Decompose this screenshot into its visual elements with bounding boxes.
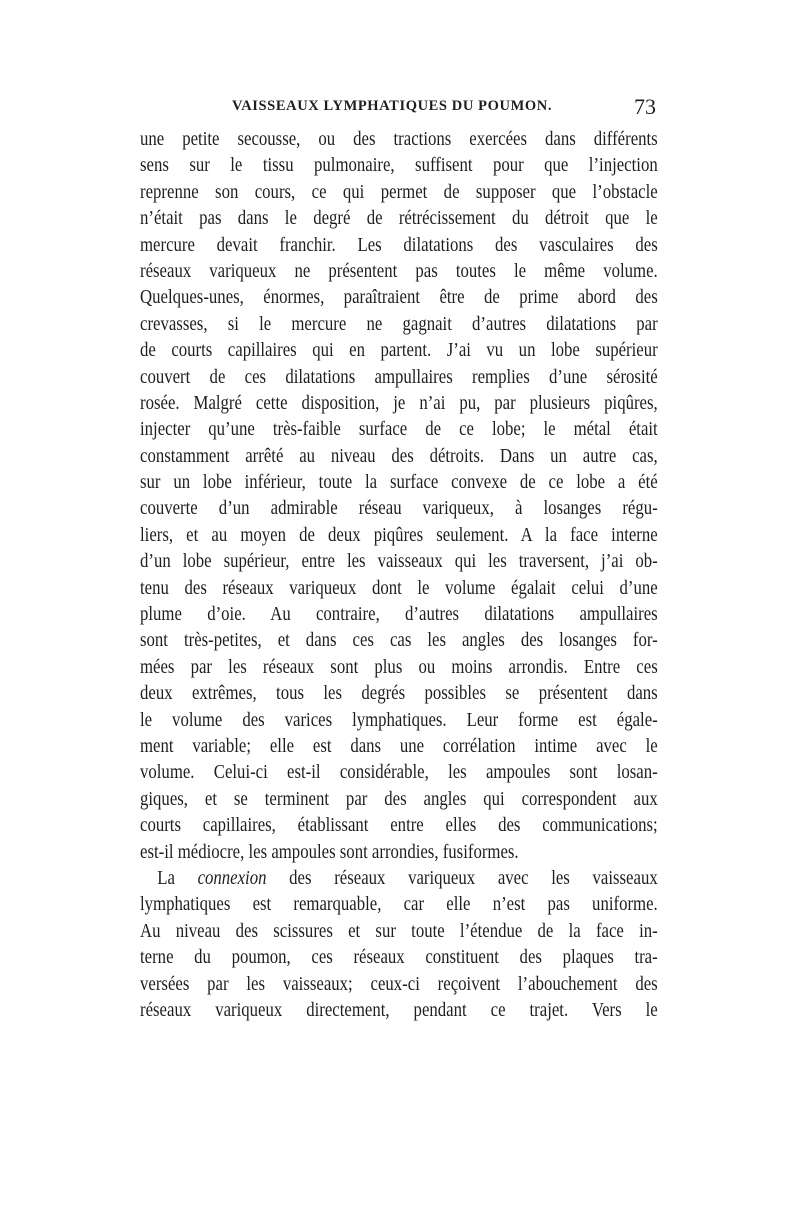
text-line: Quelques-unes, énormes, paraîtraient être de prime abord des xyxy=(140,287,658,309)
text-line: couvert de ces dilatations ampullaires remplies d’une sérosité xyxy=(140,366,658,388)
text-line: deux extrêmes, tous les degrés possibles se présentent dans xyxy=(140,683,658,705)
text-line: rosée. Malgré cette disposition, je n’ai pu, par plusieurs piqûres, xyxy=(140,392,658,414)
text-line: volume. Celui-ci est-il considérable, les ampoules sont losan- xyxy=(140,762,658,784)
text-line: le volume des varices lymphatiques. Leur forme est égale- xyxy=(140,709,658,731)
text-line: reprenne son cours, ce qui permet de supposer que l’obstacle xyxy=(140,181,658,203)
paragraph-start-line xyxy=(140,866,658,892)
text-line: tenu des réseaux variqueux dont le volume égalait celui d’une xyxy=(140,577,658,599)
page-number: 73 xyxy=(634,94,656,119)
text-line: de courts capillaires qui en partent. J’ai vu un lobe supérieur xyxy=(140,340,658,362)
text-line: une petite secousse, ou des tractions exercées dans différents xyxy=(140,129,658,150)
text-line: plume d’oie. Au contraire, d’autres dilatations ampullaires xyxy=(140,604,658,626)
text-line: terne du poumon, ces réseaux constituent des plaques tra- xyxy=(140,947,658,969)
text-line: est-il médiocre, les ampoules sont arrondies, fusiformes. xyxy=(140,841,519,863)
text-line: lymphatiques est remarquable, car elle n’est pas uniforme. xyxy=(140,894,658,916)
text-line: injecter qu’une très-faible surface de ce lobe; le métal était xyxy=(140,419,658,441)
italic-term: connexion xyxy=(197,867,267,889)
body-text xyxy=(140,127,658,1024)
text-line: couverte d’un admirable réseau variqueux, à losanges régu- xyxy=(140,498,658,520)
text-line: ment variable; elle est dans une corrélation intime avec le xyxy=(140,735,658,757)
text-line: sont très-petites, et dans ces cas les angles des losanges for- xyxy=(140,630,658,652)
text-line: n’était pas dans le degré de rétrécissement du détroit que le xyxy=(140,208,658,230)
paragraph-rest: des réseaux variqueux avec les vaisseaux xyxy=(266,867,658,889)
text-line: crevasses, si le mercure ne gagnait d’autres dilatations par xyxy=(140,313,658,335)
text-line: mées par les réseaux sont plus ou moins arrondis. Entre ces xyxy=(140,656,658,678)
text-line: versées par les vaisseaux; ceux-ci reçoivent l’abouchement des xyxy=(140,973,658,995)
text-line: constamment arrêté au niveau des détroits. Dans un autre cas, xyxy=(140,445,658,467)
text-line: liers, et au moyen de deux piqûres seulement. A la face interne xyxy=(140,524,658,546)
text-line: d’un lobe supérieur, entre les vaisseaux qui les traversent, j’ai ob- xyxy=(140,551,658,573)
running-head xyxy=(140,96,658,120)
text-line: sur un lobe inférieur, toute la surface convexe de ce lobe a été xyxy=(140,472,658,494)
running-title: VAISSEAUX LYMPHATIQUES DU POUMON. xyxy=(232,98,553,114)
text-line: Au niveau des scissures et sur toute l’étendue de la face in- xyxy=(140,920,658,942)
text-line: mercure devait franchir. Les dilatations des vasculaires des xyxy=(140,234,658,256)
text-line: courts capillaires, établissant entre elles des communications; xyxy=(140,815,658,837)
text-line: giques, et se terminent par des angles qui correspondent aux xyxy=(140,788,658,810)
paragraph-lead: La xyxy=(157,867,198,889)
text-line: réseaux variqueux directement, pendant ce trajet. Vers le xyxy=(140,999,658,1021)
text-line: sens sur le tissu pulmonaire, suffisent pour que l’injection xyxy=(140,155,658,177)
text-line: réseaux variqueux ne présentent pas toutes le même volume. xyxy=(140,260,658,282)
